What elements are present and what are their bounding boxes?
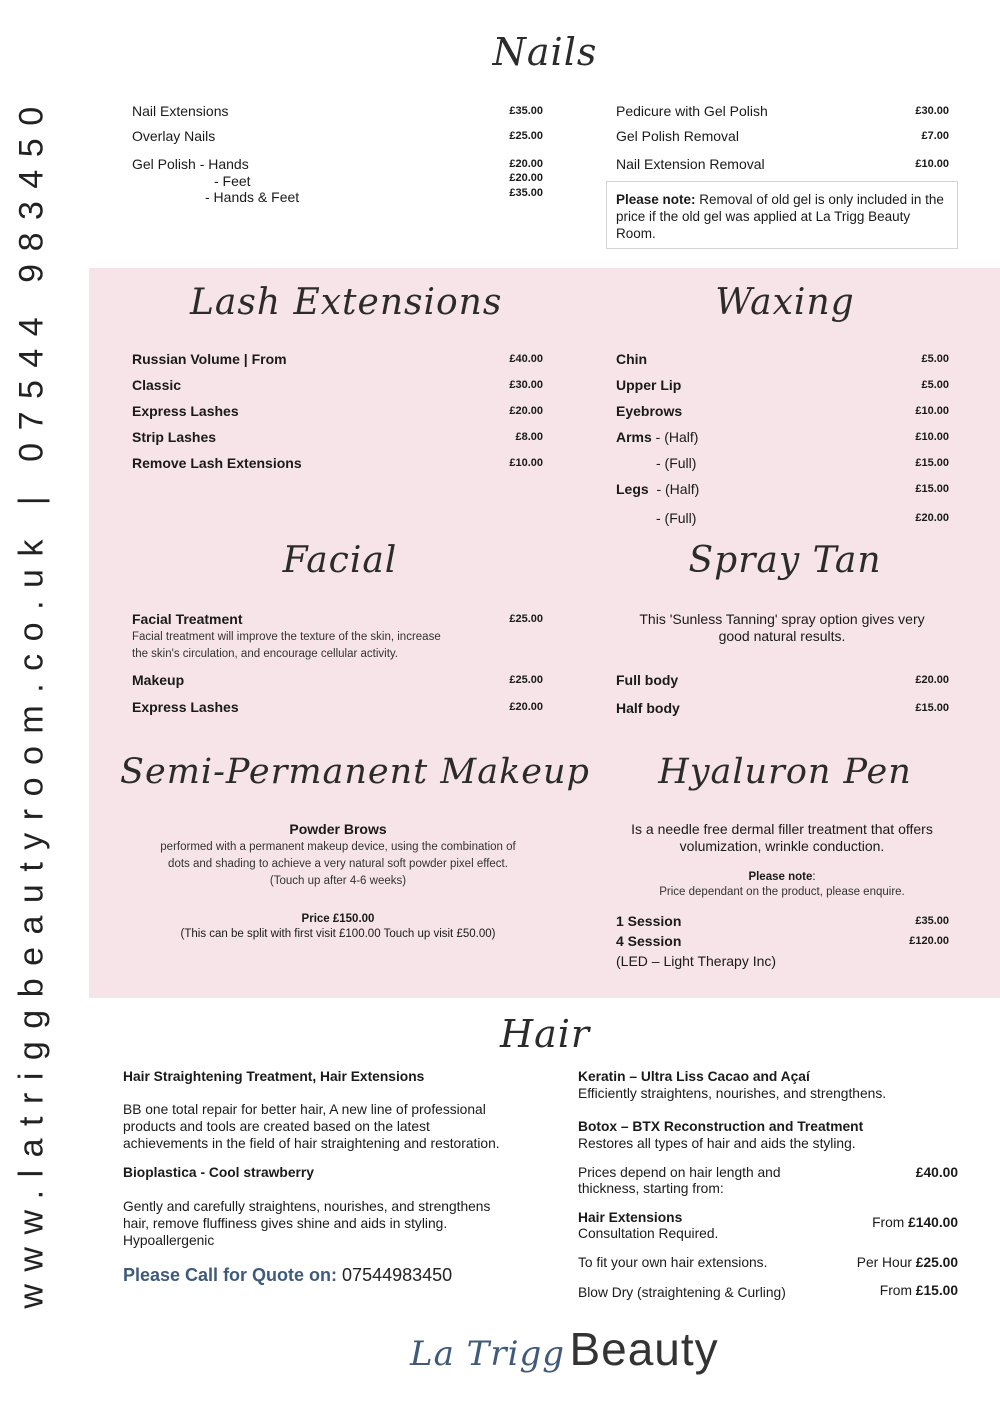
hyaluron-s1-name: 1 Session: [616, 913, 682, 929]
facial-express-price: £20.00: [509, 701, 543, 713]
hair-botox-text: Restores all types of hair and aids the styling.: [578, 1136, 856, 1151]
sidebar-contact-text: www.latriggbeautyroom.co.uk | 07544 983450: [12, 94, 51, 1309]
hair-prices-text: Prices depend on hair length and: [578, 1165, 781, 1180]
nails-note-label: Please note:: [616, 192, 696, 207]
semi-title: Semi-Permanent Makeup: [120, 752, 590, 792]
hair-quote: [123, 1265, 452, 1286]
footer-logo-script: La Trigg: [410, 1334, 565, 1374]
lash-item-name: Remove Lash Extensions: [132, 455, 302, 471]
waxing-item-price: £15.00: [915, 483, 949, 495]
footer-logo: [410, 1322, 740, 1382]
hair-quote-label: Please Call for Quote on:: [123, 1265, 338, 1285]
hair-left-text: Hypoallergenic: [123, 1233, 215, 1248]
facial-makeup-name: Makeup: [132, 672, 185, 688]
hair-ext-price: [820, 1214, 958, 1231]
hair-own-price: [820, 1254, 958, 1271]
waxing-item-name: Eyebrows: [616, 403, 683, 419]
hyaluron-desc: volumization, wrinkle conduction.: [679, 838, 885, 854]
hair-blow-text: Blow Dry (straightening & Curling): [578, 1285, 786, 1300]
nails-item-name: Overlay Nails: [132, 128, 216, 144]
waxing-arms-label: Arms: [616, 429, 652, 445]
facial-treatment-desc: Facial treatment will improve the texture of the skin, increase: [132, 631, 441, 643]
hyaluron-s4-name: 4 Session: [616, 933, 682, 949]
hair-ext-from: From: [872, 1215, 909, 1230]
lash-item-price: £8.00: [515, 431, 543, 443]
semi-subtitle: Powder Brows: [289, 821, 387, 837]
hair-ext-value: £140.00: [908, 1215, 958, 1230]
lash-item-name: Strip Lashes: [132, 429, 217, 445]
facial-treatment-desc: the skin's circulation, and encourage cellular activity.: [132, 648, 398, 660]
waxing-item-price: £20.00: [915, 512, 949, 524]
lash-item-price: £40.00: [509, 353, 543, 365]
waxing-item-name: Chin: [616, 351, 648, 367]
spray-desc: This 'Sunless Tanning' spray option gives very: [639, 611, 925, 627]
waxing-arms-half: - (Half): [651, 429, 699, 445]
hair-title: Hair: [499, 1012, 591, 1056]
waxing-item-sub: - (Full): [656, 510, 697, 526]
hyaluron-title: Hyaluron Pen: [658, 752, 912, 792]
nails-item-name: Nail Extension Removal: [616, 156, 765, 172]
lash-title: Lash Extensions: [190, 282, 503, 323]
nails-item-name: Gel Polish Removal: [616, 128, 739, 144]
nails-item-name: - Hands & Feet: [205, 189, 300, 205]
hair-keratin-heading: Keratin – Ultra Liss Cacao and Açaí: [578, 1069, 810, 1084]
nails-item-price: £20.00: [509, 172, 543, 184]
hair-left-heading: Hair Straightening Treatment, Hair Extensions: [123, 1069, 425, 1084]
nails-note-text: Removal of old gel is only included in the price if the old gel was applied at La Trigg Beauty Room.: [616, 192, 944, 241]
nails-item-name: - Feet: [214, 173, 251, 189]
facial-makeup-price: £25.00: [509, 674, 543, 686]
hair-left-text: Gently and carefully straightens, nourishes, and strengthens: [123, 1199, 491, 1214]
hair-prices-text: thickness, starting from:: [578, 1181, 724, 1196]
waxing-item-name: Upper Lip: [616, 377, 682, 393]
hyaluron-led: (LED – Light Therapy Inc): [616, 953, 777, 969]
facial-title: Facial: [282, 540, 398, 581]
hyaluron-s4-price: £120.00: [909, 935, 949, 947]
lash-item-name: Express Lashes: [132, 403, 239, 419]
hair-left-text: hair, remove fluffiness gives shine and aids in styling.: [123, 1216, 448, 1231]
waxing-item-price: £10.00: [915, 405, 949, 417]
lash-item-price: £30.00: [509, 379, 543, 391]
spray-full-price: £20.00: [915, 674, 949, 686]
hyaluron-desc: Is a needle free dermal filler treatment that offers: [631, 821, 933, 837]
nails-item-price: £7.00: [921, 130, 949, 142]
nails-item-price: £25.00: [509, 130, 543, 142]
nails-item-price: £30.00: [915, 105, 949, 117]
nails-item-price: £10.00: [915, 158, 949, 170]
spray-title: Spray Tan: [688, 540, 882, 581]
hair-quote-number[interactable]: 07544983450: [337, 1265, 453, 1285]
facial-treatment-name: Facial Treatment: [132, 611, 243, 627]
waxing-item-sub: - (Full): [656, 455, 697, 471]
hair-bioplastica-heading: Bioplastica - Cool strawberry: [123, 1165, 314, 1180]
lash-item-price: £10.00: [509, 457, 543, 469]
hair-keratin-text: Efficiently straightens, nourishes, and strengthens.: [578, 1086, 887, 1101]
nails-item-price: £35.00: [509, 105, 543, 117]
hair-own-value: £25.00: [915, 1255, 958, 1270]
semi-desc: dots and shading to achieve a very natural soft powder pixel effect.: [168, 858, 508, 870]
lash-item-price: £20.00: [509, 405, 543, 417]
semi-split: (This can be split with first visit £100.00 Touch up visit £50.00): [180, 928, 496, 940]
hair-blow-value: £15.00: [915, 1283, 958, 1298]
nails-item-name: Pedicure with Gel Polish: [616, 103, 768, 119]
facial-express-name: Express Lashes: [132, 699, 239, 715]
nails-note-box: [606, 181, 958, 249]
waxing-legs-label: Legs: [616, 481, 649, 497]
nails-title: Nails: [492, 30, 598, 74]
lash-item-name: Russian Volume | From: [132, 351, 287, 367]
facial-treatment-price: £25.00: [509, 613, 543, 625]
hyaluron-note-heading: [600, 871, 964, 883]
spray-half-name: Half body: [616, 700, 680, 716]
hyaluron-s1-price: £35.00: [915, 915, 949, 927]
waxing-item-name: [616, 481, 699, 497]
hyaluron-note-label: Please note: [748, 871, 813, 883]
semi-desc: (Touch up after 4-6 weeks): [269, 875, 407, 887]
hair-own-text: To fit your own hair extensions.: [578, 1255, 768, 1270]
hair-botox-heading: Botox – BTX Reconstruction and Treatment: [578, 1119, 864, 1134]
waxing-legs-half: - (Half): [648, 481, 700, 497]
nails-item-price: £35.00: [509, 187, 543, 199]
waxing-title: Waxing: [715, 282, 855, 323]
footer-logo-word: Beauty: [569, 1323, 719, 1375]
hair-blow-label: From: [879, 1283, 916, 1298]
hyaluron-note-text: Price dependant on the product, please enquire.: [659, 886, 905, 898]
spray-half-price: £15.00: [915, 702, 949, 714]
hair-prices-value: £40.00: [915, 1165, 958, 1180]
hair-left-text: achievements in the field of hair straightening and restoration.: [123, 1136, 500, 1151]
semi-desc: performed with a permanent makeup device, using the combination of: [160, 841, 516, 853]
hair-left-text: products and tools are created based on the latest: [123, 1119, 430, 1134]
nails-item-price: £20.00: [509, 158, 543, 170]
spray-desc: good natural results.: [718, 628, 846, 644]
lash-item-name: Classic: [132, 377, 182, 393]
hair-blow-price: [820, 1282, 958, 1299]
waxing-item-price: £5.00: [921, 379, 949, 391]
hair-left-text: BB one total repair for better hair, A new line of professional: [123, 1102, 486, 1117]
waxing-item-price: £15.00: [915, 457, 949, 469]
nails-item-name: Gel Polish - Hands: [132, 156, 249, 172]
spray-full-name: Full body: [616, 672, 679, 688]
hair-ext-heading: Hair Extensions: [578, 1210, 683, 1225]
waxing-item-price: £5.00: [921, 353, 949, 365]
waxing-item-name: [616, 429, 698, 445]
semi-price: Price £150.00: [301, 913, 375, 925]
waxing-item-price: £10.00: [915, 431, 949, 443]
hair-own-label: Per Hour: [856, 1255, 916, 1270]
nails-item-name: Nail Extensions: [132, 103, 229, 119]
hair-ext-text: Consultation Required.: [578, 1226, 719, 1241]
hyaluron-note-colon: :: [812, 871, 816, 883]
